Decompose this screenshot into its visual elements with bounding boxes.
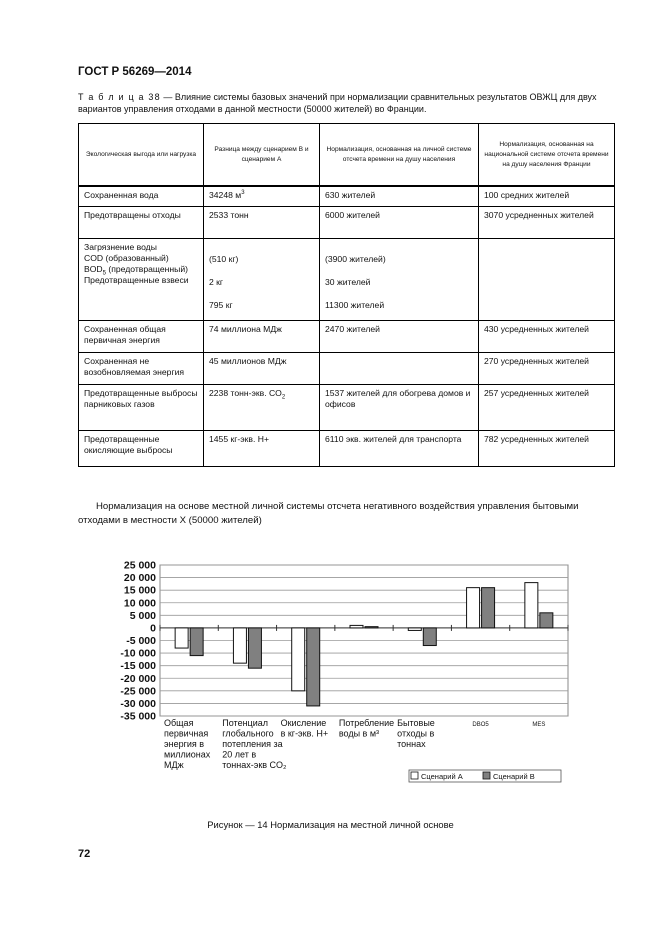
y-tick-label: -35 000 [120, 710, 156, 723]
table-cell: Предотвращенные выбросы парниковых газов [79, 384, 204, 430]
table-cell: Сохраненная общая первичная энергия [79, 320, 204, 352]
table-row [79, 206, 615, 238]
bar-scenario-b [190, 628, 203, 656]
x-category-label: энергия в [164, 739, 205, 749]
x-category-label: Окисление [280, 718, 327, 728]
table-row [79, 238, 615, 320]
table-row [79, 352, 615, 384]
cell-line: 2 кг [209, 276, 224, 287]
cell-line: (510 кг) [209, 253, 239, 264]
table-cell: 1455 кг-экв. H+ [204, 430, 320, 466]
cell-line: COD (образованный) [84, 252, 169, 263]
table-cell: 257 усредненных жителей [479, 384, 615, 430]
subscript: 2 [281, 394, 286, 401]
table-cell: 270 усредненных жителей [479, 352, 615, 384]
column-header: Нормализация, основанная на личной системе отсчета времени на душу населения [320, 124, 479, 187]
table-cell: 3070 усредненных жителей [479, 206, 615, 238]
body-paragraph: Нормализация на основе местной личной системы отсчета негативного воздействия управления бытовыми отходами в местности X (50000 жителей) [78, 501, 579, 526]
y-tick-label: 10 000 [123, 597, 156, 610]
y-tick-label: -15 000 [120, 660, 156, 673]
x-category-label: Потенциал [222, 718, 269, 728]
table-cell [79, 238, 204, 320]
table-row [79, 186, 615, 206]
bar-scenario-b [248, 628, 261, 668]
bar-scenario-a [175, 628, 188, 648]
y-tick-label: -5 000 [126, 635, 156, 647]
bar-chart [78, 555, 578, 795]
figure-caption: Рисунок — 14 Нормализация на местной личной основе [207, 819, 454, 830]
cell-text: (предотвращенный) [105, 263, 188, 274]
table-cell: 6110 экв. жителей для транспорта [320, 430, 479, 466]
table-cell: 74 миллиона МДж [204, 320, 320, 352]
y-tick-label: -30 000 [120, 697, 156, 710]
table-cell: Предотвращены отходы [79, 206, 204, 238]
x-category-label: миллионах [164, 749, 211, 760]
table-cell: 100 средних жителей [479, 186, 615, 206]
table-caption-text: — Влияние системы базовых значений при нормализации сравнительных результатов ОВЖЦ для двух вариантов управления отходами в данной местности (50000 жителей) во Франции. [78, 92, 597, 114]
y-tick-label: 20 000 [123, 572, 156, 585]
table-cell: 2533 тонн [204, 206, 320, 238]
bar-scenario-b [307, 628, 320, 706]
x-category-label: Потребление [338, 718, 395, 728]
page-number: 72 [78, 848, 91, 860]
bar-scenario-a [408, 628, 421, 631]
table-cell [320, 352, 479, 384]
legend-label: Сценарий В [493, 772, 535, 781]
cell-line: 30 жителей [325, 276, 371, 287]
bar-scenario-b [423, 628, 436, 646]
x-category-label: глобального [222, 728, 274, 739]
cell-line: 795 кг [209, 299, 233, 310]
y-tick-label: 0 [150, 622, 156, 635]
bar-scenario-b [540, 613, 553, 628]
bar-scenario-a [525, 583, 538, 628]
cell-value: 34248 м [209, 190, 242, 200]
bar-scenario-b [365, 627, 378, 628]
legend-swatch [411, 772, 418, 779]
table-caption-label: Т а б л и ц а 38 [78, 92, 161, 102]
y-tick-label: -20 000 [120, 672, 156, 685]
table-caption [78, 92, 614, 115]
table-cell: 630 жителей [320, 186, 479, 206]
x-category-label: 20 лет в [222, 749, 257, 760]
table-cell [204, 238, 320, 320]
x-category-label: воды в м³ [338, 728, 380, 739]
table-cell: 782 усредненных жителей [479, 430, 615, 466]
bar-scenario-b [482, 588, 495, 628]
bar-scenario-a [467, 588, 480, 628]
cell-text: BOD [84, 263, 103, 274]
x-category-label: Бытовые [397, 718, 435, 728]
table-cell [204, 186, 320, 206]
y-tick-label: -10 000 [120, 647, 156, 660]
column-header: Разница между сценарием В и сценарием А [204, 124, 320, 187]
subscript: 5 [102, 270, 106, 277]
cell-line: (3900 жителей) [325, 253, 386, 264]
table-cell: 6000 жителей [320, 206, 479, 238]
bar-scenario-a [350, 625, 363, 628]
superscript: 3 [241, 190, 245, 197]
x-category-label: MES [532, 722, 546, 728]
table-cell: 2470 жителей [320, 320, 479, 352]
table-header-row [79, 124, 615, 187]
x-category-label: тоннах [397, 739, 426, 749]
table-row [79, 430, 615, 466]
table-row [79, 320, 615, 352]
x-category-label: потепления за [222, 739, 283, 749]
table-cell: Предотвращенные окисляющие выбросы [79, 430, 204, 466]
legend-swatch [483, 772, 490, 779]
x-category-label: тоннах-экв CO₂ [222, 760, 287, 770]
standard-header: ГОСТ Р 56269—2014 [78, 66, 192, 78]
y-tick-label: 25 000 [123, 559, 156, 572]
table-cell [479, 238, 615, 320]
bar-scenario-a [292, 628, 305, 691]
x-category-label: МДж [164, 760, 184, 770]
x-category-label: Общая [164, 718, 194, 728]
y-tick-label: 5 000 [129, 609, 156, 622]
y-tick-label: 15 000 [123, 584, 156, 597]
column-header: Экологическая выгода или нагрузка [79, 124, 204, 187]
x-category-label: в кг-экв. H+ [280, 728, 329, 739]
bar-scenario-a [233, 628, 246, 663]
cell-text: 2238 тонн-экв. CO [209, 387, 282, 398]
table-cell [320, 238, 479, 320]
cell-line: Загрязнение воды [84, 241, 157, 252]
table-row [79, 384, 615, 430]
cell-line: Предотвращенные взвеси [84, 274, 189, 285]
x-category-label: отходы в [397, 728, 435, 739]
data-table [78, 123, 615, 467]
table-cell: Сохраненная вода [79, 186, 204, 206]
cell-line [84, 264, 198, 275]
x-category-label: DBO5 [472, 722, 489, 728]
x-category-label: первичная [164, 728, 209, 739]
table-cell: 430 усредненных жителей [479, 320, 615, 352]
cell-line: 11300 жителей [325, 299, 385, 310]
table-cell: Сохраненная не возобновляемая энергия [79, 352, 204, 384]
table-cell: 1537 жителей для обогрева домов и офисов [320, 384, 479, 430]
y-tick-label: -25 000 [120, 685, 156, 698]
legend-label: Сценарий А [421, 772, 463, 781]
table-cell: 45 миллионов МДж [204, 352, 320, 384]
column-header: Нормализация, основанная на национальной системе отсчета времени на душу населения Франции [479, 124, 615, 187]
table-cell [204, 384, 320, 430]
